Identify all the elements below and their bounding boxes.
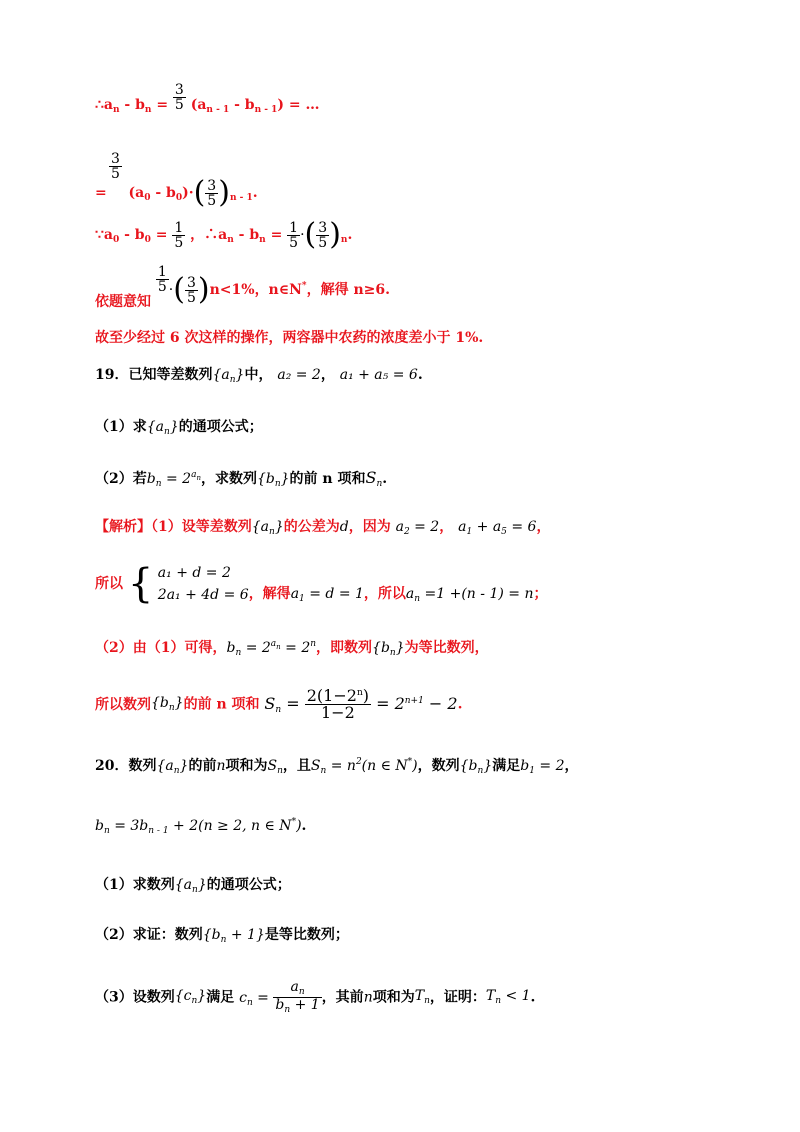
sum-formula: $S_n$ = $\frac{2(1-2^n)}{1-2}$ = $2^{n+1} - 2$ bbox=[264, 686, 458, 722]
inequality-text: n<1%，n∈N bbox=[209, 282, 302, 298]
question-number: 19． bbox=[95, 367, 129, 383]
minus-b: - b bbox=[234, 97, 255, 113]
sequence-b: $\{b_n\}$ bbox=[151, 695, 184, 713]
equals: = bbox=[155, 227, 168, 243]
part-text: ，求数列 bbox=[200, 471, 257, 487]
answer-text: ，即数列 bbox=[316, 640, 373, 656]
answer-19-line-3 bbox=[95, 640, 489, 658]
variable-n: n bbox=[216, 758, 226, 774]
result-text: ，解得 n≥6. bbox=[306, 282, 391, 298]
part-label: （2）求证：数列 bbox=[95, 927, 203, 943]
initial-b: $b_1 = 2$ bbox=[520, 758, 565, 776]
paren-a: (a bbox=[128, 185, 145, 201]
question-text: 满足 bbox=[492, 758, 521, 774]
condition-2: a₁ + a₅ = 6 bbox=[339, 367, 418, 383]
answer-text: （2）由（1）可得， bbox=[95, 640, 227, 656]
because-a: ∵a bbox=[95, 227, 113, 243]
fraction-1-5: $\frac{1}{5}$ bbox=[157, 263, 167, 295]
question-20-recurrence: $b_n = 3b_{n - 1} + 2(n \ge 2$, n ∈ N*). bbox=[95, 817, 307, 836]
fraction-3-5: $\frac{3}{5}$ bbox=[207, 177, 217, 209]
part-text: 的通项公式； bbox=[178, 419, 263, 435]
equation-2: 2a₁ + 4d = 6 bbox=[157, 587, 249, 603]
sequence-b-plus-1: $\{b_n + 1\}$ bbox=[202, 927, 265, 945]
right-paren: ) bbox=[329, 217, 341, 252]
equation-1: a₁ + d = 2 bbox=[157, 565, 231, 581]
bn-definition: $b_n = 2^{a_n}$ bbox=[146, 470, 201, 489]
question-20-part-1 bbox=[95, 878, 291, 895]
sequence-b: $\{b_n\}$ bbox=[372, 640, 405, 658]
minus-b: - b bbox=[155, 185, 176, 201]
question-19-part-1 bbox=[95, 420, 263, 437]
cn-definition: $c_n$ = $\frac{a_n}{b_n + 1}$ bbox=[239, 979, 320, 1015]
sum-formula: $S_n = n^2(n$ ∈ N*) bbox=[310, 757, 418, 776]
solution-values: $a_1 = d = 1$ bbox=[290, 586, 364, 604]
sequence-b: $\{b_n\}$ bbox=[256, 471, 290, 489]
part-label: （1）求数列 bbox=[95, 877, 175, 893]
part-text: ，证明： bbox=[429, 989, 486, 1006]
equals: = bbox=[95, 185, 107, 201]
equals: = bbox=[270, 227, 283, 243]
answer-19-line-1: 【解析】（1）设等差数列$\{a_n\}$的公差为d，因为 $a_2 = 2$， $a_1 + a_5 = 6$， bbox=[95, 519, 551, 537]
question-text: 项和为 bbox=[225, 758, 268, 774]
question-number: 20． bbox=[95, 758, 129, 774]
fraction-3-5: $\frac{3}{5}$ bbox=[318, 219, 328, 251]
sum-s: $S_n$ bbox=[267, 758, 283, 776]
part-label: （3）设数列 bbox=[95, 989, 175, 1006]
sequence-a: $\{a_n\}$ bbox=[212, 367, 245, 385]
therefore-a: ，∴a bbox=[190, 227, 228, 243]
condition-text: 依题意知 bbox=[95, 294, 151, 310]
common-difference-d: d bbox=[339, 519, 349, 535]
question-text: ，数列 bbox=[417, 758, 460, 774]
solution-line-4: 依题意知 $\frac{1}{5}$ ·( $\frac{3}{5}$ )n<1%，n∈N*，解得 n≥6. bbox=[95, 263, 391, 310]
question-text: 的前 bbox=[188, 758, 217, 774]
right-paren: ) bbox=[218, 175, 230, 210]
left-paren: ( bbox=[173, 272, 185, 307]
sequence-a: $\{a_n\}$ bbox=[156, 758, 189, 776]
part-text: 是等比数列； bbox=[264, 927, 349, 943]
left-paren: ( bbox=[304, 217, 317, 252]
condition-1: $a_2 = 2$ bbox=[395, 519, 440, 537]
fraction-3-5: $\frac{3}{5}$ bbox=[186, 274, 196, 306]
analysis-tag: 【解析】 bbox=[95, 519, 151, 535]
close-paren-dot: )· bbox=[182, 185, 194, 201]
part-label: （2）若 bbox=[95, 471, 147, 487]
general-term: $a_n =1 +(n - 1) = n$ bbox=[405, 586, 534, 604]
minus-b: - b bbox=[238, 227, 260, 243]
sequence-a: $\{a_n\}$ bbox=[251, 519, 284, 537]
answer-text: ，解得 bbox=[248, 586, 291, 602]
part-text: 的前 n 项和 bbox=[289, 471, 366, 487]
answer-19-line-4: 所以数列$\{b_n\}$的前 n 项和 $S_n$ = $\frac{2(1-2^n)}{1-2}$ = $2^{n+1} - 2$. bbox=[95, 686, 463, 722]
exponent: n - 1 bbox=[229, 193, 253, 203]
solution-line-3: $\because a_0 - b_0$ = $\frac{1}{5}$ ，$\therefore a_n - b_n$ = $\frac{1}{5}$ ·( $\frac{3}{5}$ )$_n$. bbox=[95, 217, 353, 252]
question-20-part-2 bbox=[95, 928, 349, 945]
condition-1: a₂ = 2 bbox=[277, 367, 321, 383]
equation-system: { a₁ + d = 2 2a₁ + 4d = 6 bbox=[127, 561, 249, 607]
paren-a: (a bbox=[190, 97, 207, 113]
answer-text: ，所以 bbox=[363, 586, 406, 602]
question-text: 数列 bbox=[128, 758, 157, 774]
fraction-3-5: $\frac{3}{5}$ bbox=[174, 81, 184, 113]
answer-text: （1）设等差数列 bbox=[151, 519, 252, 535]
sequence-a: $\{a_n\}$ bbox=[174, 877, 207, 895]
answer-19-line-2: 所以 { a₁ + d = 2 2a₁ + 4d = 6 ，解得$a_1 = d = 1$，所以$a_n =1 +(n - 1) = n$； bbox=[95, 561, 548, 607]
left-paren: ( bbox=[193, 175, 206, 210]
sum-s: $S_n$ bbox=[365, 468, 383, 489]
therefore-a: ∴a bbox=[95, 97, 113, 113]
answer-text: 为等比数列， bbox=[404, 640, 489, 656]
question-19-stem: 19．已知等差数列$\{a_n\}$中， a₂ = 2， a₁ + a₅ = 6. bbox=[95, 367, 423, 385]
part-label: （1）求 bbox=[95, 419, 147, 435]
part-text: 的通项公式； bbox=[206, 877, 291, 893]
equals: = bbox=[156, 97, 169, 113]
sum-t: $T_n$ bbox=[414, 988, 430, 1006]
answer-text: 的前 n 项和 bbox=[183, 696, 260, 713]
question-19-part-2: （2）若$b_n = 2^{a_n}$，求数列$\{b_n\}$的前 n 项和$S_n$. bbox=[95, 468, 388, 489]
question-text: 已知等差数列 bbox=[128, 367, 213, 383]
condition-2: $a_1 + a_5 = 6$ bbox=[458, 519, 537, 537]
minus-b: - b bbox=[124, 227, 145, 243]
question-20-stem: 20．数列$\{a_n\}$的前n项和为$S_n$，且$S_n = n^2(n$ ∈ N*)，数列$\{b_n\}$满足$b_1 = 2$， bbox=[95, 757, 579, 776]
inequality: $T_n < 1$ bbox=[485, 988, 531, 1006]
sequence-c: $\{c_n\}$ bbox=[174, 988, 207, 1006]
solution-conclusion: 故至少经过 6 次这样的操作，两容器中农药的浓度差小于 1%. bbox=[95, 330, 484, 346]
question-text: ，且 bbox=[282, 758, 311, 774]
solution-line-1: $\therefore a_n - b_n$ = $\frac{3}{5}$ $(a_{n - 1} - b_{n - 1})$ = … bbox=[95, 81, 320, 115]
fraction-3-5: $\frac{3}{5}$ bbox=[111, 151, 120, 182]
answer-text: ，因为 bbox=[348, 519, 391, 535]
part-text: 项和为 bbox=[372, 989, 415, 1006]
part-text: ，其前 bbox=[321, 989, 364, 1006]
minus-b: - b bbox=[124, 97, 145, 113]
fraction-1-5: $\frac{1}{5}$ bbox=[174, 219, 184, 251]
answer-text: 的公差为 bbox=[283, 519, 340, 535]
equals-dots: ) = … bbox=[277, 97, 320, 113]
recurrence-formula: $b_n = 3b_{n - 1} + 2(n \ge 2$, n ∈ N*) bbox=[95, 817, 302, 836]
variable-n: n bbox=[363, 989, 373, 1006]
sequence-b: $\{b_n\}$ bbox=[459, 758, 493, 776]
right-paren: ) bbox=[197, 272, 210, 307]
question-20-part-3: （3）设数列$\{c_n\}$满足 $c_n$ = $\frac{a_n}{b_n + 1}$ ，其前n项和为$T_n$，证明：$T_n < 1$. bbox=[95, 979, 536, 1015]
answer-text: 所以数列 bbox=[95, 696, 151, 713]
sequence-a: $\{a_n\}$ bbox=[146, 419, 179, 437]
answer-text: 所以 bbox=[95, 576, 123, 592]
bn-formula: $b_n = 2^{a_n} = 2^n$ bbox=[226, 639, 317, 658]
question-text: 中， bbox=[244, 367, 273, 383]
fraction-1-5: $\frac{1}{5}$ bbox=[289, 219, 299, 251]
solution-line-2: $\frac{3}{5}$ = $(a_0 - b_0)\cdot$( $\frac{3}{5}$ )$_{n - 1}$. bbox=[95, 151, 258, 210]
part-text: 满足 bbox=[206, 989, 235, 1006]
